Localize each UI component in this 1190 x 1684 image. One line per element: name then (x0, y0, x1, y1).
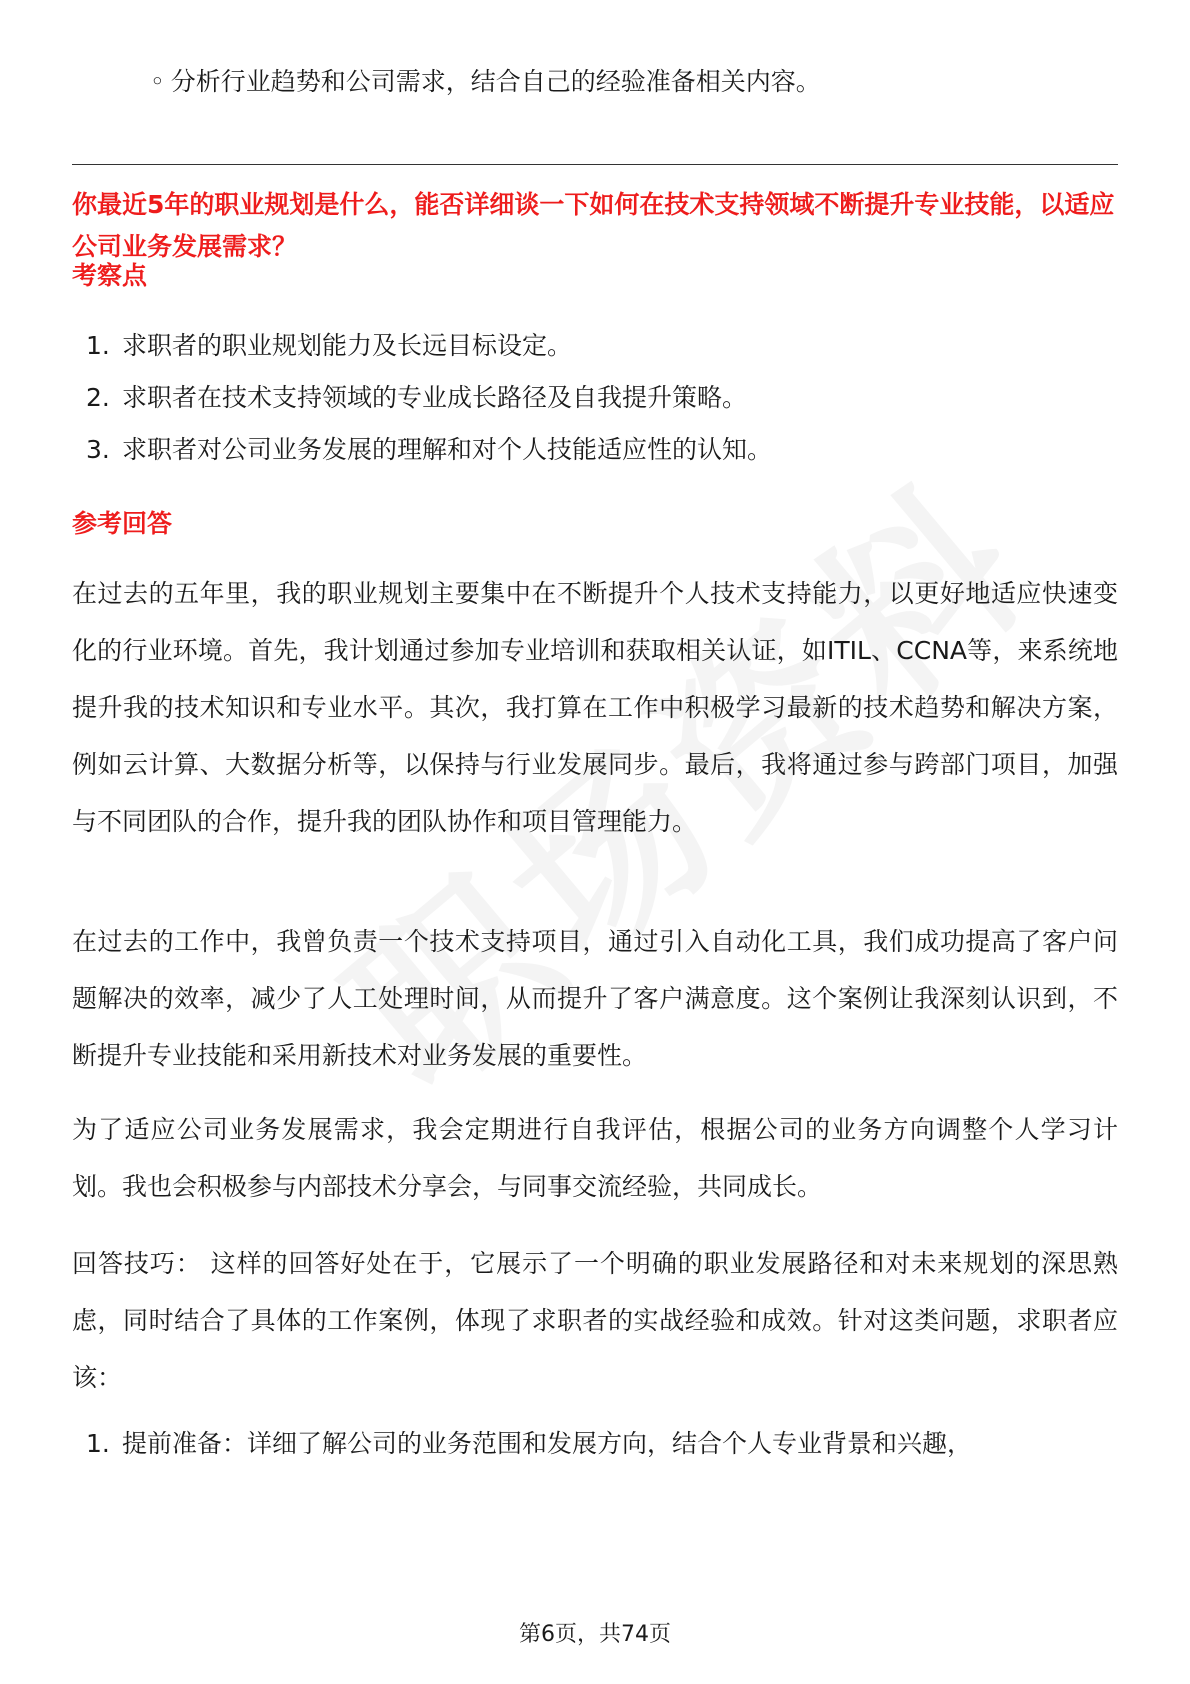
bullet-marker: ◦ (150, 67, 165, 96)
section-divider (72, 164, 1118, 165)
reference-answer-label: 参考回答 (72, 509, 173, 538)
answer-paragraph-3: 为了适应公司业务发展需求，我会定期进行自我评估，根据公司的业务方向调整个人学习计划。我也会积极参与内部技术分享会，与同事交流经验，共同成长。 (72, 1115, 1118, 1201)
answer-paragraph-2: 在过去的工作中，我曾负责一个技术支持项目，通过引入自动化工具，我们成功提高了客户问题解决的效率，减少了人工处理时间，从而提升了客户满意度。这个案例让我深刻认识到，不断提升专业技能和采用新技术对业务发展的重要性。 (72, 927, 1118, 1070)
document-page (72, 0, 1118, 1684)
exam-points-label: 考察点 (72, 261, 148, 290)
bullet-text: 分析行业趋势和公司需求，结合自己的经验准备相关内容。 (170, 67, 821, 96)
question-heading: 你最近5年的职业规划是什么，能否详细谈一下如何在技术支持领域不断提升专业技能，以适应公司业务发展需求？ (72, 190, 1115, 261)
list-item: 3. 求职者对公司业务发展的理解和对个人技能适应性的认知。 (86, 435, 773, 464)
tips-list (86, 1424, 1118, 1464)
list-item: 2. 求职者在技术支持领域的专业成长路径及自我提升策略。 (86, 383, 748, 412)
answer-tips-paragraph: 回答技巧： 这样的回答好处在于，它展示了一个明确的职业发展路径和对未来规划的深思熟虑，同时结合了具体的工作案例，体现了求职者的实战经验和成效。针对这类问题，求职者应该： (72, 1249, 1118, 1392)
list-item: 1. 提前准备：详细了解公司的业务范围和发展方向，结合个人专业背景和兴趣， (86, 1429, 973, 1458)
answer-paragraph-1: 在过去的五年里，我的职业规划主要集中在不断提升个人技术支持能力，以更好地适应快速变化的行业环境。首先，我计划通过参加专业培训和获取相关认证，如ITIL、CCNA等，来系统地提升我的技术知识和专业水平。其次，我打算在工作中积极学习最新的技术趋势和解决方案，例如云计算、大数据分析等，以保持与行业发展同步。最后，我将通过参与跨部门项目，加强与不同团队的合作，提升我的团队协作和项目管理能力。 (72, 579, 1118, 836)
exam-points-list (86, 326, 1118, 470)
list-item: 1. 求职者的职业规划能力及长远目标设定。 (86, 331, 573, 360)
page-footer: 第6页，共74页 (519, 1622, 671, 1647)
top-bullet-item (150, 62, 821, 102)
